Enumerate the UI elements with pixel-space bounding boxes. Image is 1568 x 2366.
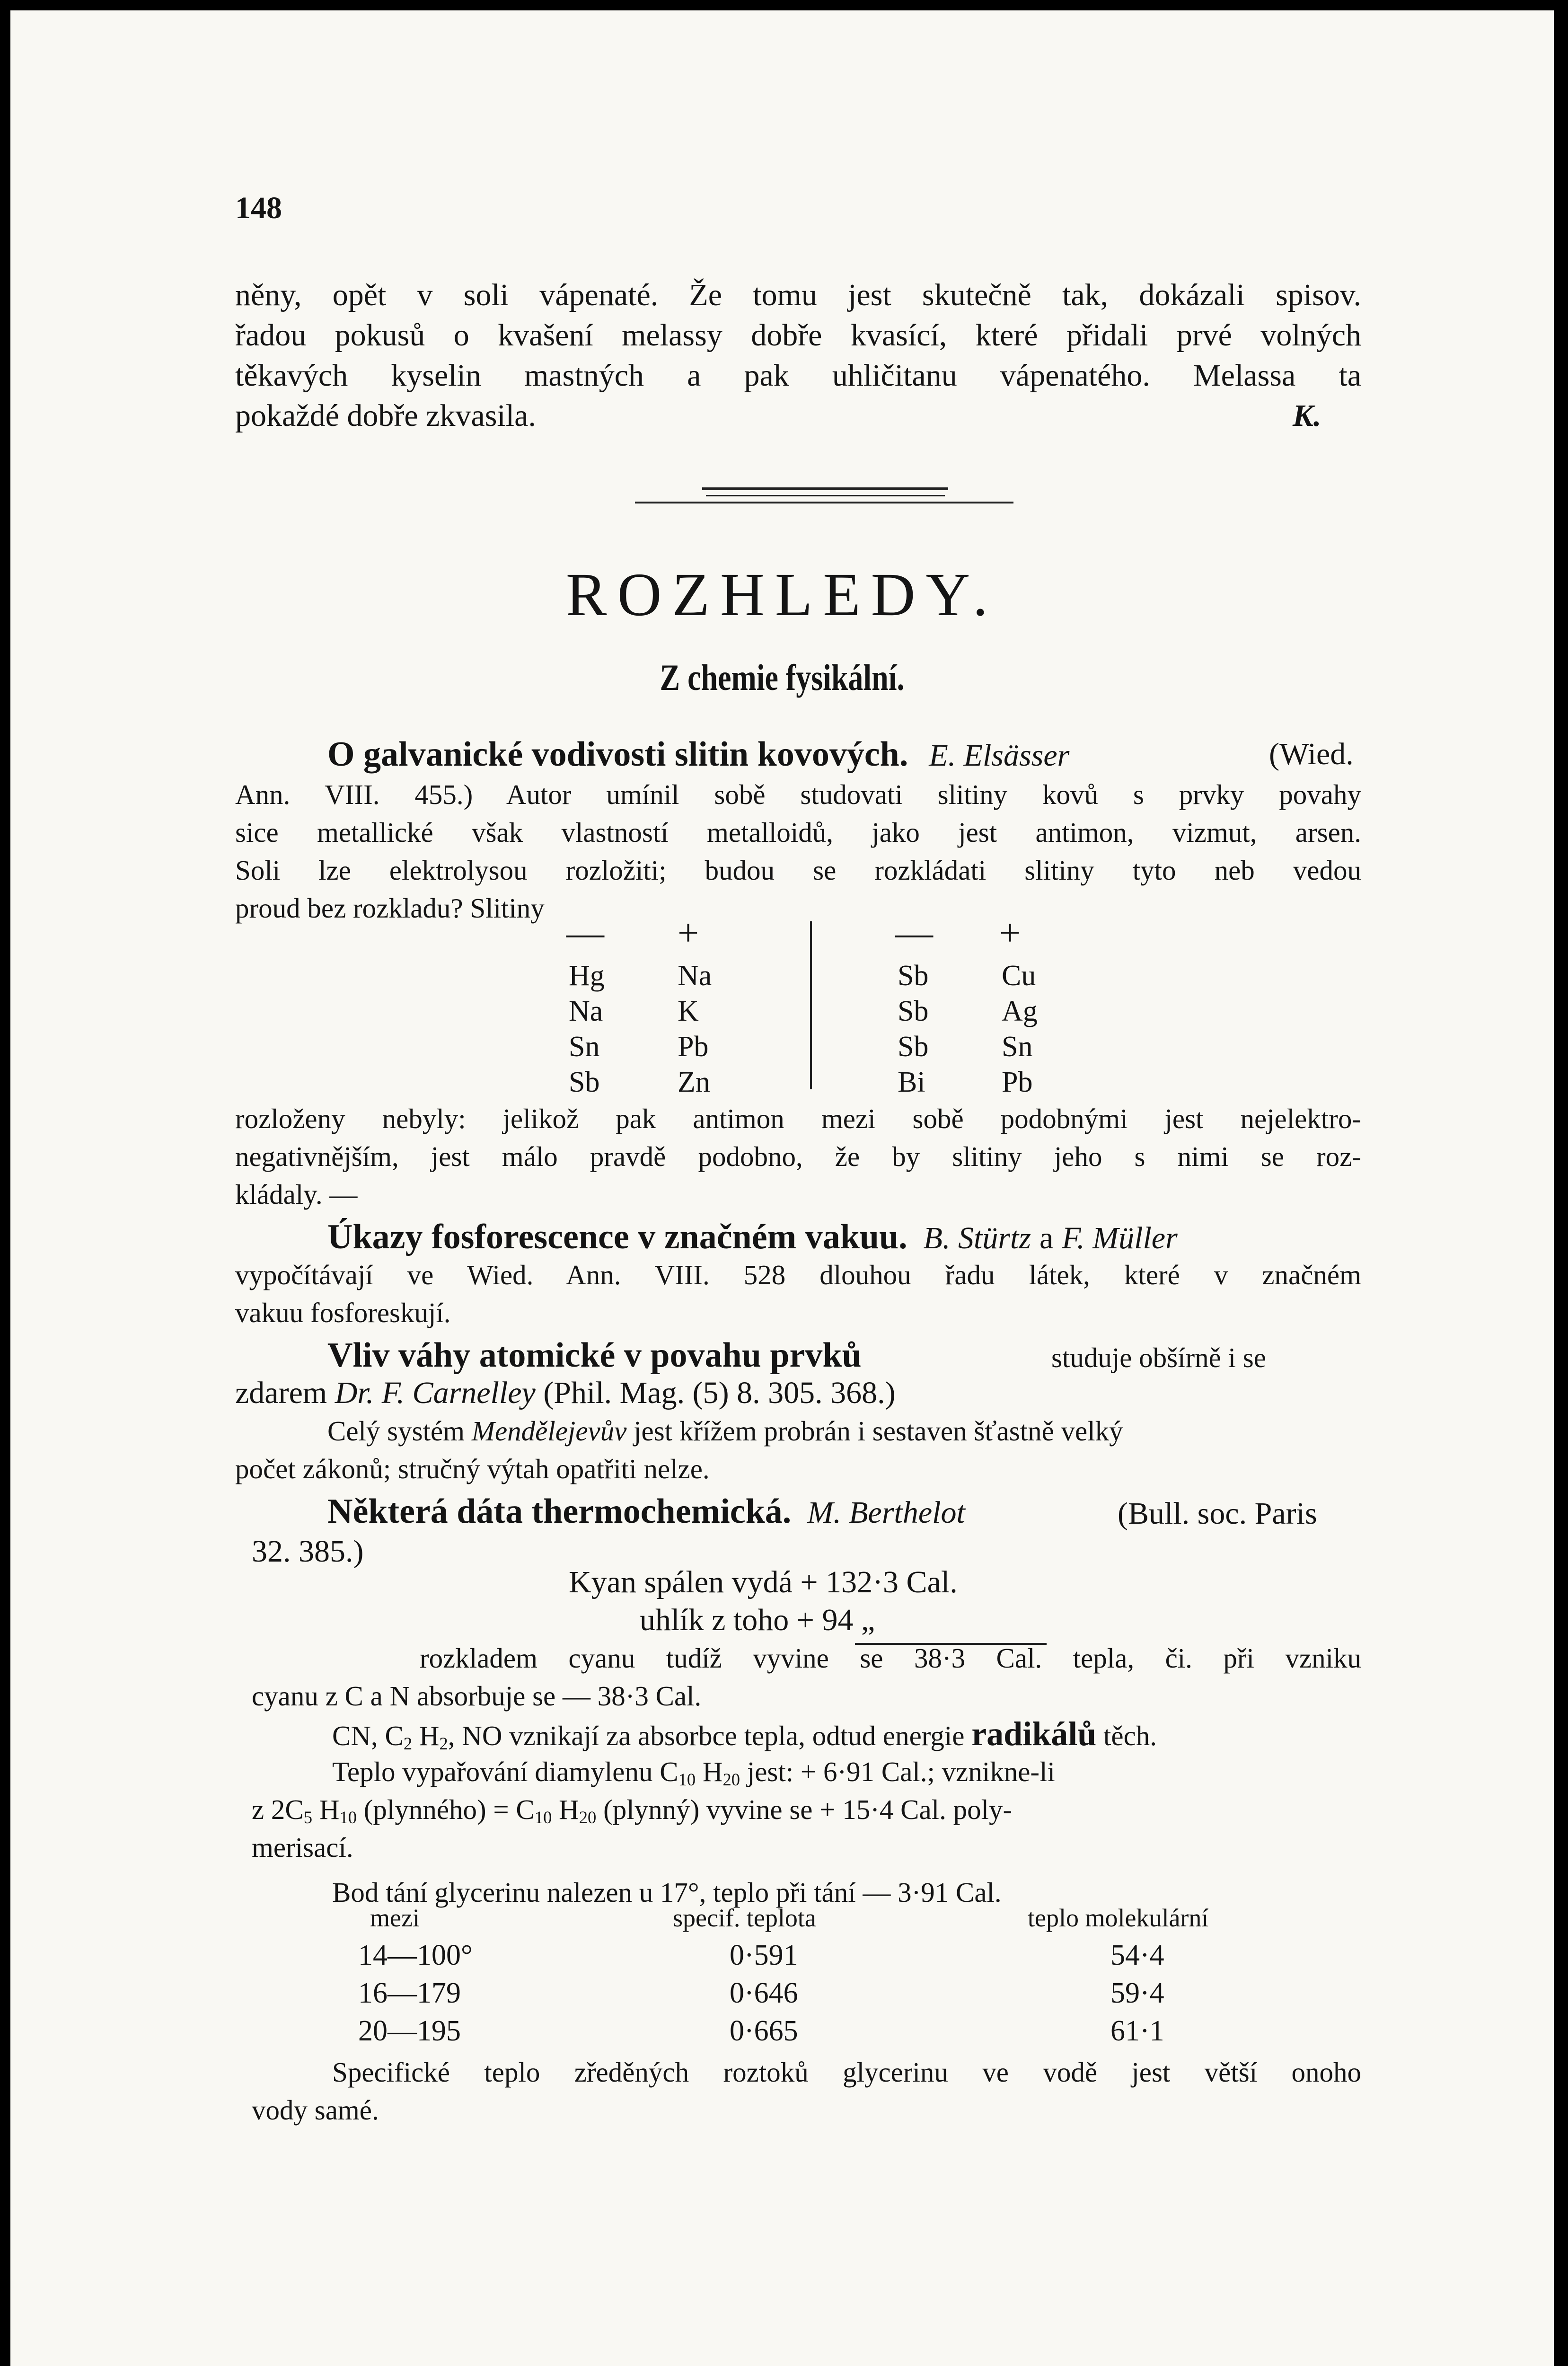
subscript: 2: [439, 1734, 448, 1754]
fosfor-line-2: vakuu fosforeskují.: [235, 1297, 451, 1328]
formula-text: těch.: [1103, 1720, 1157, 1751]
thermo-spec-2: vody samé.: [252, 2094, 379, 2126]
formula-text: (plynný) vyvine se + 15·4 Cal. poly-: [603, 1794, 1013, 1825]
alloy-cell: Sb: [898, 1031, 929, 1063]
table-cell: 0·646: [730, 1977, 798, 2009]
formula-text: Teplo vypařování diamylenu C: [332, 1756, 678, 1787]
vliv-title: Vliv váhy atomické v povahu prvků: [327, 1336, 862, 1375]
subscript: 10: [534, 1808, 552, 1827]
alloy-cell: K: [678, 995, 699, 1027]
thermo-ref-2: 32. 385.): [252, 1534, 364, 1569]
intro-line-3: těkavých kyselin mastných a pak uhličitanu vápenatého. Melassa ta: [235, 358, 1361, 393]
galvanic-author: E. Elsässer: [929, 738, 1070, 773]
formula-text: z 2C: [252, 1794, 304, 1825]
vliv-line-2: [235, 1373, 896, 1413]
formula-text: H: [319, 1794, 340, 1825]
alloy-cell: Ag: [1002, 995, 1038, 1027]
vliv-line-3: [327, 1411, 1123, 1451]
thermo-uhlik: uhlík z toho + 94 „: [640, 1603, 875, 1637]
sign-minus: —: [566, 912, 604, 954]
page-number: 148: [235, 191, 282, 225]
fosfor-line-1: vypočítávají ve Wied. Ann. VIII. 528 dlouhou řadu látek, které v značném: [235, 1259, 1361, 1290]
vliv-text: jest křížem probrán i sestaven šťastně velký: [634, 1415, 1123, 1447]
vliv-line-4: počet zákonů; stručný výtah opatřiti nelze.: [235, 1453, 710, 1484]
vliv-title-rest: studuje obšírně i se: [1051, 1342, 1266, 1373]
intro-line-1: něny, opět v soli vápenaté. Že tomu jest skutečně tak, dokázali spisov.: [235, 278, 1361, 312]
formula-text: (plynného) = C: [363, 1794, 535, 1825]
thermo-author: M. Berthelot: [807, 1495, 965, 1530]
alloy-cell: Na: [678, 960, 712, 992]
thermo-title: Některá dáta thermochemická.: [327, 1492, 792, 1531]
sign-plus: +: [678, 912, 699, 954]
table-cell: 0·665: [730, 2015, 798, 2047]
subscript: 10: [339, 1808, 357, 1827]
alloy-cell: Bi: [898, 1066, 925, 1098]
fosfor-title: Úkazy fosforescence v značném vakuu.: [327, 1218, 907, 1256]
table-divider: [810, 921, 812, 1089]
thermo-ref: (Bull. soc. Paris: [1118, 1496, 1317, 1531]
bold-word: radikálů: [971, 1715, 1097, 1753]
subscript: 10: [678, 1770, 696, 1790]
thermo-kyan: Kyan spálen vydá + 132·3 Cal.: [569, 1565, 958, 1599]
thermo-heading-line: [327, 1492, 965, 1541]
galvanic-title: O galvanické vodivosti slitin kovových.: [327, 735, 908, 774]
subscript: 20: [722, 1770, 740, 1790]
section-title: ROZHLEDY.: [565, 561, 999, 629]
table-cell: 16—179: [358, 1977, 461, 2009]
alloy-cell: Sb: [569, 1066, 600, 1098]
fosfor-author2: F. Müller: [1062, 1221, 1178, 1255]
alloy-cell: Zn: [678, 1066, 710, 1098]
subscript: 2: [403, 1734, 413, 1754]
subscript: 20: [579, 1808, 597, 1827]
vliv-word: zdarem: [235, 1376, 327, 1410]
col-header: specif. teplota: [673, 1904, 816, 1932]
thermo-rozklad: rozkladem cyanu tudíž vyvine se 38·3 Cal. tepla, či. při vzniku: [420, 1642, 1361, 1674]
divider-rule: [635, 502, 1013, 503]
alloy-cell: Cu: [1002, 960, 1036, 992]
galvanic-ref: (Wied.: [1269, 737, 1354, 771]
galvanic-after-1: rozloženy nebyly: jelikož pak antimon mezi sobě podobnými jest nejelektro-: [235, 1103, 1361, 1134]
subscript: 5: [303, 1808, 313, 1827]
table-cell: 59·4: [1110, 1977, 1164, 2009]
formula-text: H: [702, 1756, 723, 1787]
alloy-cell: Sn: [569, 1031, 600, 1063]
formula-text: , NO vznikají za absorbce tepla, odtud energie: [448, 1720, 965, 1751]
thermo-merisaci: merisací.: [252, 1832, 353, 1863]
sign-plus: +: [999, 912, 1021, 954]
table-cell: 20—195: [358, 2015, 461, 2047]
fosfor-and: a: [1039, 1221, 1054, 1255]
divider-rule: [706, 495, 945, 496]
vliv-text: Celý systém: [327, 1415, 465, 1447]
formula-text: jest: + 6·91 Cal.; vznikne-li: [747, 1756, 1055, 1787]
galvanic-after-2: negativnějším, jest málo pravdě podobno, že by slitiny jeho s nimi se roz-: [235, 1141, 1361, 1172]
galvanic-line-2: sice metallické však vlastností metalloidů, jako jest antimon, vizmut, arsen.: [235, 817, 1361, 848]
formula-text: H: [559, 1794, 579, 1825]
section-subtitle: Z chemie fysikální.: [660, 657, 905, 698]
alloy-cell: Sb: [898, 960, 929, 992]
galvanic-line-4: proud bez rozkladu? Slitiny: [235, 892, 545, 924]
vliv-italic: Mendělejevův: [471, 1415, 627, 1447]
thermo-teplo-line: [332, 1752, 1055, 1792]
formula-text: H: [419, 1720, 440, 1751]
thermo-cyanu: cyanu z C a N absorbuje se — 38·3 Cal.: [252, 1680, 702, 1712]
alloy-cell: Pb: [1002, 1066, 1033, 1098]
vliv-author: Dr. F. Carnelley: [335, 1376, 536, 1410]
galvanic-line-1: Ann. VIII. 455.) Autor umínil sobě studovati slitiny kovů s prvky povahy: [235, 779, 1361, 810]
thermo-bod: Bod tání glycerinu nalezen u 17°, teplo při tání — 3·91 Cal.: [332, 1877, 1002, 1908]
col-header: mezi: [370, 1904, 420, 1932]
intro-line-4: pokaždé dobře zkvasila.: [235, 398, 536, 433]
col-header: teplo molekulární: [1028, 1904, 1209, 1932]
intro-signature: K.: [1293, 398, 1321, 433]
table-cell: 0·591: [730, 1939, 798, 1971]
table-cell: 54·4: [1110, 1939, 1164, 1971]
alloy-cell: Sb: [898, 995, 929, 1027]
divider-rule: [702, 487, 948, 490]
table-cell: 61·1: [1110, 2015, 1164, 2047]
intro-line-2: řadou pokusů o kvašení melassy dobře kvasící, které přidali prvé volných: [235, 318, 1361, 353]
alloy-cell: Hg: [569, 960, 605, 992]
table-cell: 14—100°: [358, 1939, 473, 1971]
thermo-z-line: [252, 1790, 1012, 1829]
thermo-spec: Specifické teplo zředěných roztoků glycerinu ve vodě jest větší onoho: [332, 2057, 1361, 2088]
fosfor-author1: B. Stürtz: [923, 1221, 1031, 1255]
alloy-cell: Na: [569, 995, 603, 1027]
thermo-cn-line: [332, 1714, 1157, 1756]
sign-minus: —: [895, 912, 933, 954]
alloy-cell: Pb: [678, 1031, 709, 1063]
book-page: [10, 10, 1554, 2366]
vliv-ref: (Phil. Mag. (5) 8. 305. 368.): [543, 1376, 896, 1410]
galvanic-line-3: Soli lze elektrolysou rozložiti; budou se rozkládati slitiny tyto neb vedou: [235, 855, 1361, 886]
alloy-cell: Sn: [1002, 1031, 1033, 1063]
galvanic-after-3: kládaly. —: [235, 1179, 358, 1210]
formula-text: CN, C: [332, 1720, 404, 1751]
